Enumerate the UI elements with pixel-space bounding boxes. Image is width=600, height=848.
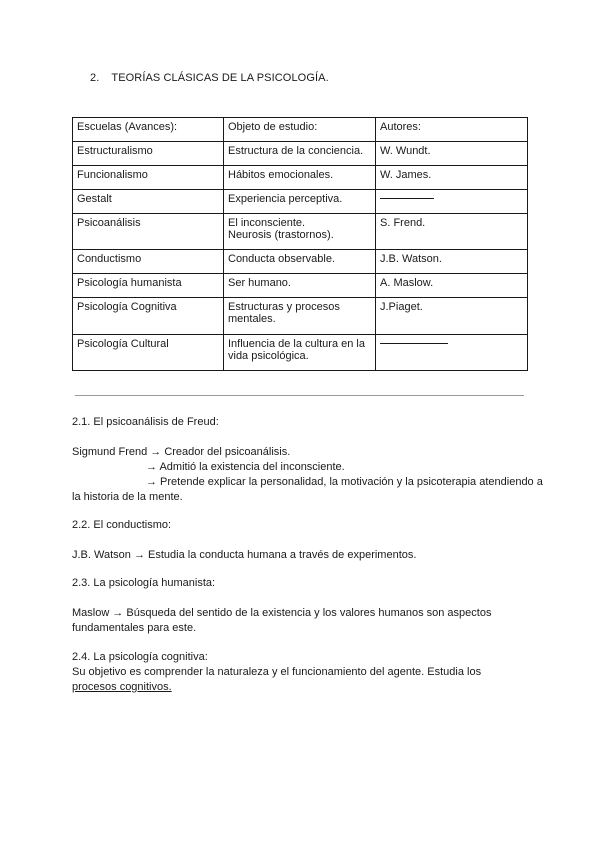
cell-object	[224, 214, 376, 250]
cell-object-line: Neurosis (trastornos).	[228, 229, 334, 241]
header-schools: Escuelas (Avances):	[73, 118, 224, 142]
section-title: 2.4. La psicología cognitiva:	[72, 651, 208, 663]
section-2-4	[72, 650, 481, 695]
empty-dash	[380, 198, 434, 199]
cell-author: W. James.	[376, 166, 528, 190]
empty-dash	[380, 343, 448, 344]
header-object: Objeto de estudio:	[224, 118, 376, 142]
section-title: 2.3. La psicología humanista:	[72, 577, 216, 589]
cell-school: Psicoanálisis	[73, 214, 224, 250]
cell-object	[224, 298, 376, 335]
section-2-2	[72, 518, 416, 563]
cell-author: S. Frend.	[376, 214, 528, 250]
paragraph-line: Sigmund Frend → Creador del psicoanálisis.	[72, 446, 291, 458]
cell-author: W. Wundt.	[376, 142, 528, 166]
cell-object-line: vida psicológica.	[228, 350, 309, 362]
header-authors: Autores:	[376, 118, 528, 142]
table-row	[73, 190, 528, 214]
paragraph-line: fundamentales para este.	[72, 622, 197, 634]
cell-object: Experiencia perceptiva.	[224, 190, 376, 214]
paragraph-line: → Admitió la existencia del inconsciente.	[146, 461, 345, 473]
cell-school: Conductismo	[73, 250, 224, 274]
table-row	[73, 274, 528, 298]
paragraph-line: J.B. Watson → Estudia la conducta humana a través de experimentos.	[72, 549, 417, 561]
table-row	[73, 250, 528, 274]
cell-author: A. Maslow.	[376, 274, 528, 298]
cell-author-empty	[376, 190, 528, 214]
cell-object	[224, 335, 376, 371]
cell-school: Psicología humanista	[73, 274, 224, 298]
cell-school: Funcionalismo	[73, 166, 224, 190]
section-2-3	[72, 576, 491, 636]
cell-author: J.Piaget.	[376, 298, 528, 335]
cell-object-line: mentales.	[228, 313, 276, 325]
paragraph-line: → Pretende explicar la personalidad, la motivación y la psicoterapia atendiendo a	[146, 476, 543, 488]
theories-table	[72, 117, 528, 371]
table-row	[73, 142, 528, 166]
cell-object: Estructura de la conciencia.	[224, 142, 376, 166]
cell-school: Psicología Cognitiva	[73, 298, 224, 335]
section-heading	[90, 72, 329, 84]
paragraph-line: la historia de la mente.	[72, 491, 183, 503]
cell-school: Estructuralismo	[73, 142, 224, 166]
cell-author: J.B. Watson.	[376, 250, 528, 274]
cell-object: Ser humano.	[224, 274, 376, 298]
heading-number: 2.	[90, 72, 100, 84]
table-row	[73, 298, 528, 335]
paragraph-line-underlined: procesos cognitivos.	[72, 681, 172, 693]
cell-object-line: Estructuras y procesos	[228, 301, 340, 313]
table-header-row	[73, 118, 528, 142]
cell-school: Psicología Cultural	[73, 335, 224, 371]
section-title: 2.2. El conductismo:	[72, 519, 172, 531]
cell-object-line: Influencia de la cultura en la	[228, 338, 365, 350]
table-row	[73, 214, 528, 250]
table-row	[73, 335, 528, 371]
cell-object: Hábitos emocionales.	[224, 166, 376, 190]
cell-school: Gestalt	[73, 190, 224, 214]
cell-object: Conducta observable.	[224, 250, 376, 274]
paragraph-line: Maslow → Búsqueda del sentido de la existencia y los valores humanos son aspectos	[72, 607, 492, 619]
horizontal-divider	[75, 395, 524, 396]
cell-object-line: El inconsciente.	[228, 217, 306, 229]
section-title: 2.1. El psicoanálisis de Freud:	[72, 416, 219, 428]
cell-author-empty	[376, 335, 528, 371]
paragraph-line: Su objetivo es comprender la naturaleza y el funcionamiento del agente. Estudia los	[72, 666, 482, 678]
heading-title: TEORÍAS CLÁSICAS DE LA PSICOLOGÍA.	[111, 72, 329, 84]
section-2-1	[72, 415, 543, 505]
table-row	[73, 166, 528, 190]
